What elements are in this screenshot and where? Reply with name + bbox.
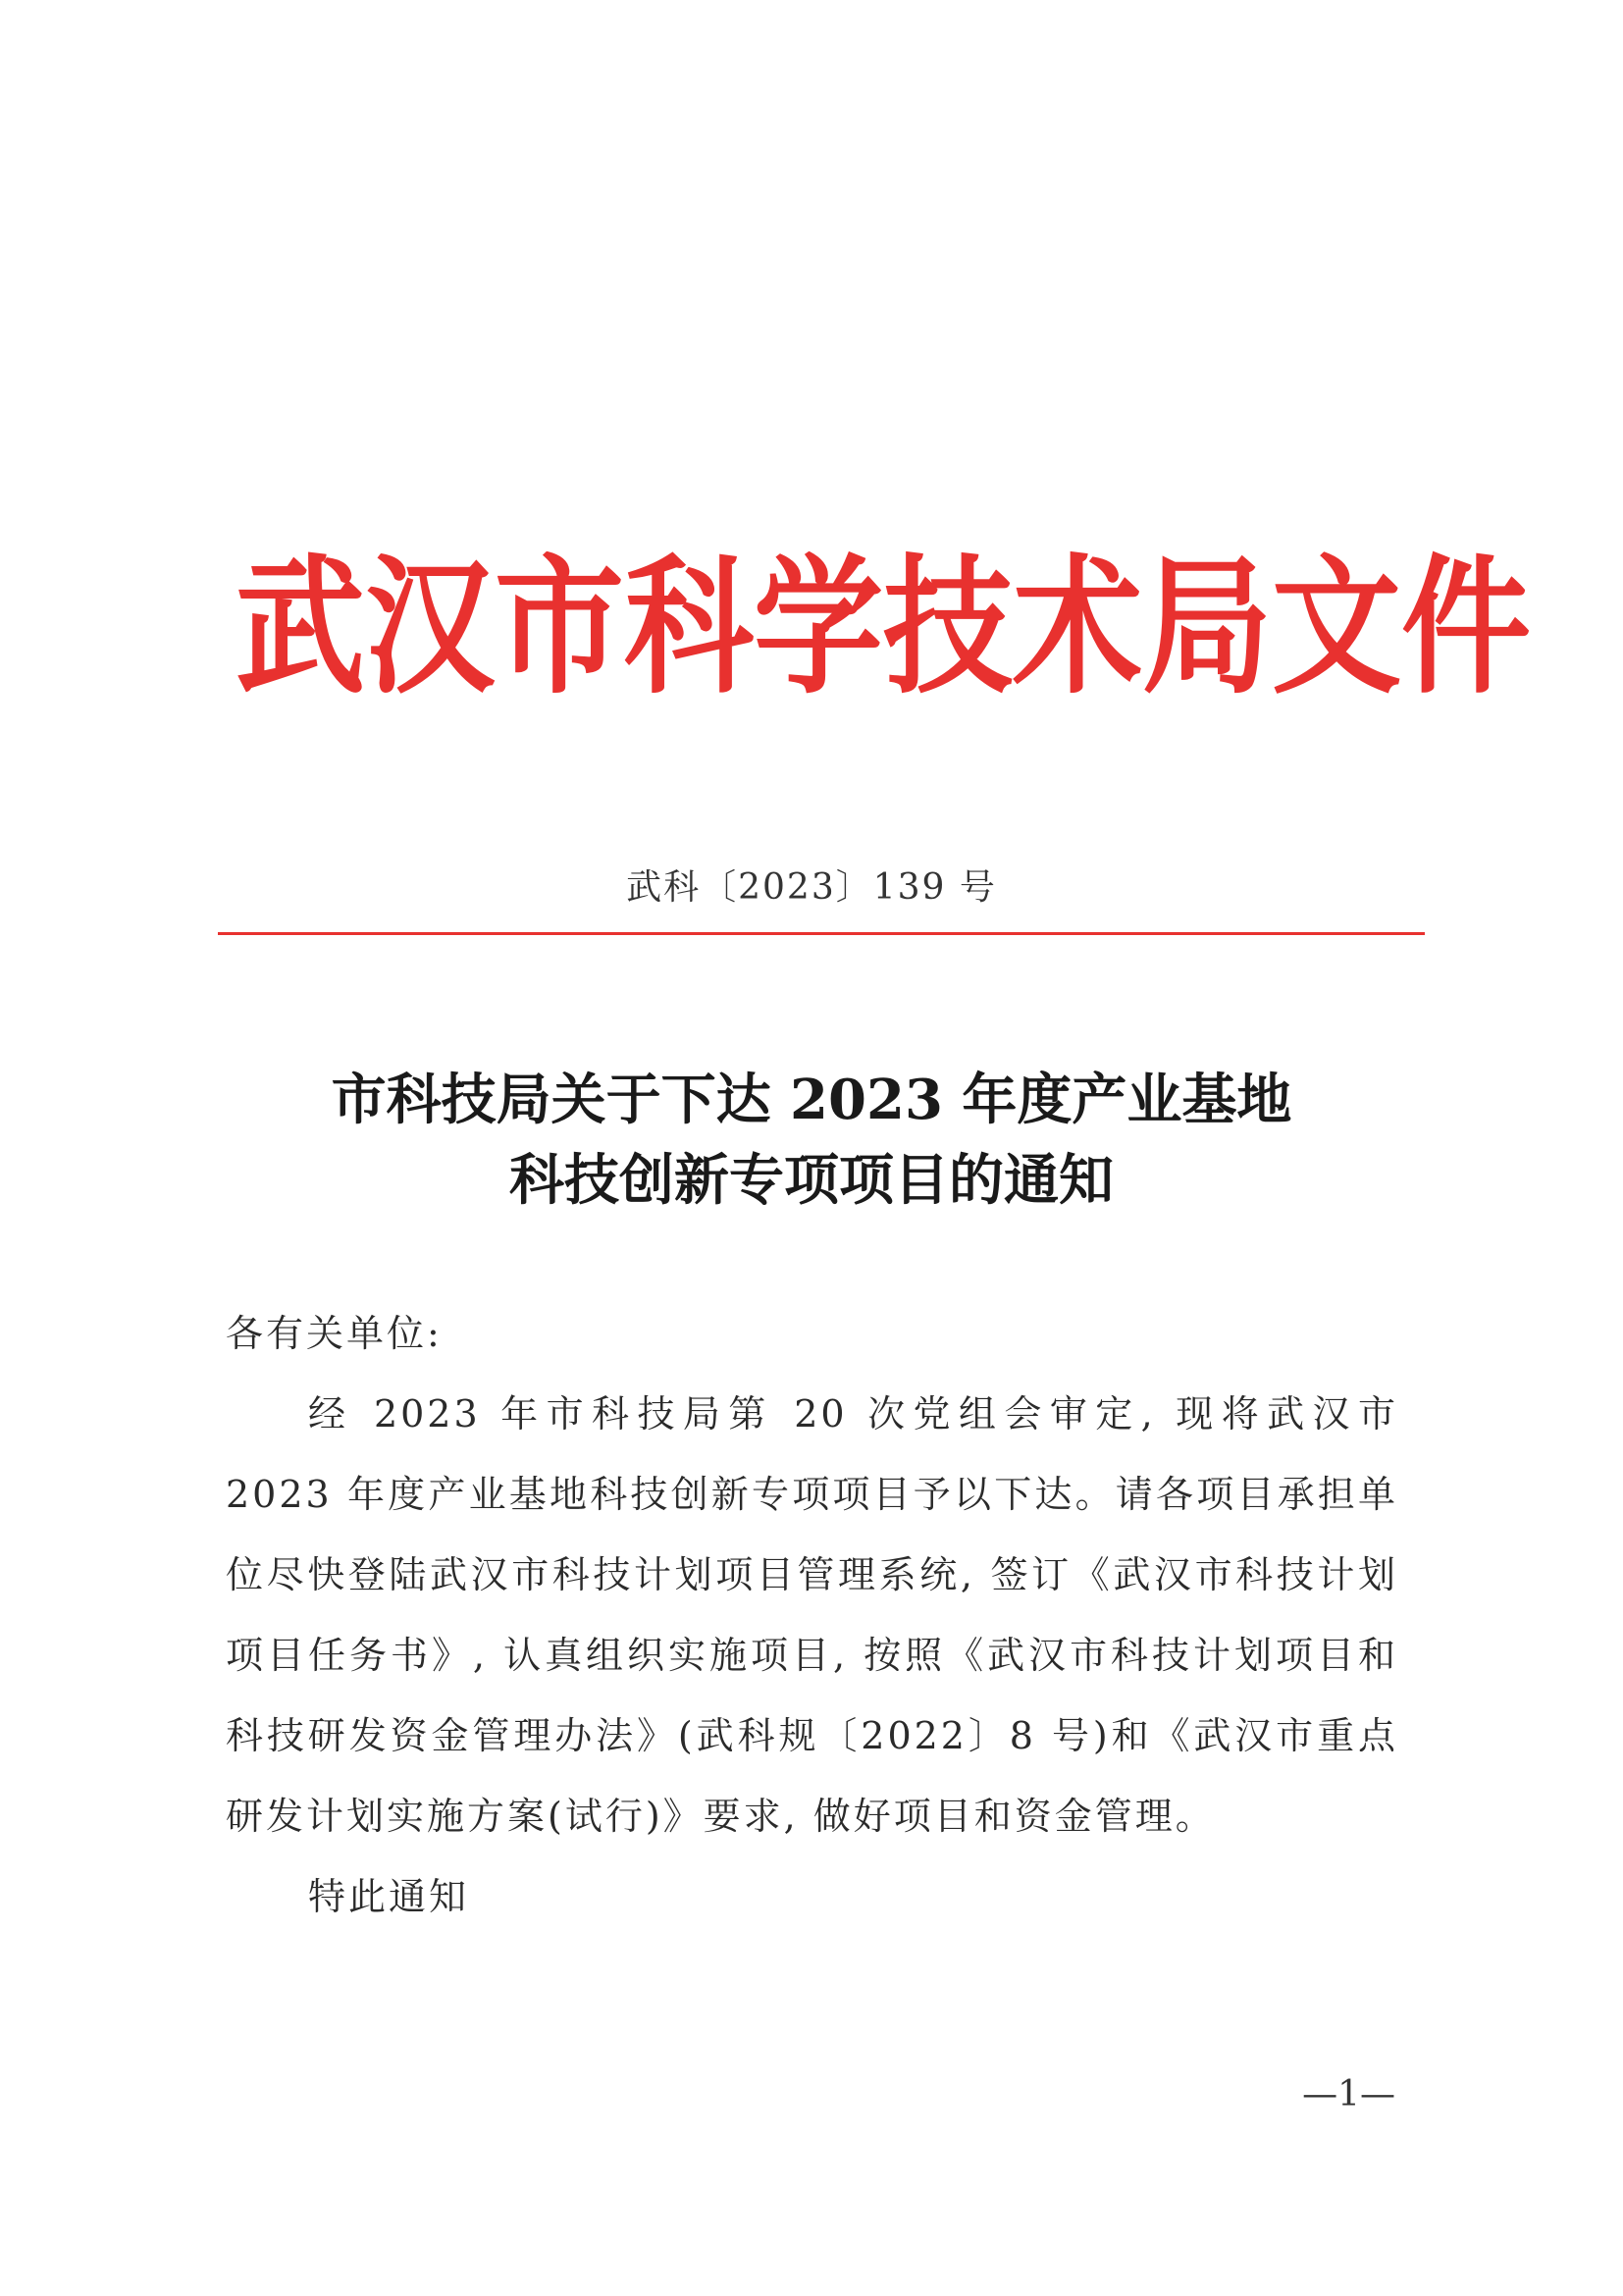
- document-body: [226, 1293, 1398, 1937]
- red-divider-line: [218, 932, 1425, 935]
- header-title-char: 技: [883, 540, 1013, 715]
- body-paragraph: 经 2023 年市科技局第 20 次党组会审定, 现将武汉市 2023 年度产业基地科技创新专项项目予以下达。请各项目承担单位尽快登陆武汉市科技计划项目管理系统, 签订《武汉市科技计划项目任务书》, 认真组织实施项目, 按照《武汉市科技计划项目和科技研发资金管理办法》(武科规〔2022〕8 号)和《武汉市重点研发计划实施方案(试行)》要求, 做好项目和资金管理。: [226, 1392, 1398, 1838]
- salutation: 各有关单位:: [226, 1312, 443, 1355]
- header-title-char: 武: [236, 540, 365, 715]
- header-title-char: 科: [624, 540, 754, 715]
- header-title-char: 术: [1013, 540, 1142, 715]
- document-number: 武科〔2023〕139 号: [626, 867, 997, 908]
- document-title: [0, 1060, 1623, 1221]
- header-title-char: 文: [1272, 540, 1401, 715]
- header-title-char: 汉: [365, 540, 495, 715]
- header-title-char: 件: [1401, 540, 1531, 715]
- header-title-char: 学: [754, 540, 883, 715]
- page-number: —1—: [1302, 2074, 1395, 2114]
- header-title-char: 市: [495, 540, 624, 715]
- document-title-line-2: 科技创新专项项目的通知: [509, 1148, 1114, 1213]
- header-title-char: 局: [1142, 540, 1272, 715]
- document-title-line-1: 市科技局关于下达 2023 年度产业基地: [331, 1068, 1292, 1132]
- issuing-authority-header: [236, 540, 1531, 715]
- closing-text: 特此通知: [308, 1875, 470, 1918]
